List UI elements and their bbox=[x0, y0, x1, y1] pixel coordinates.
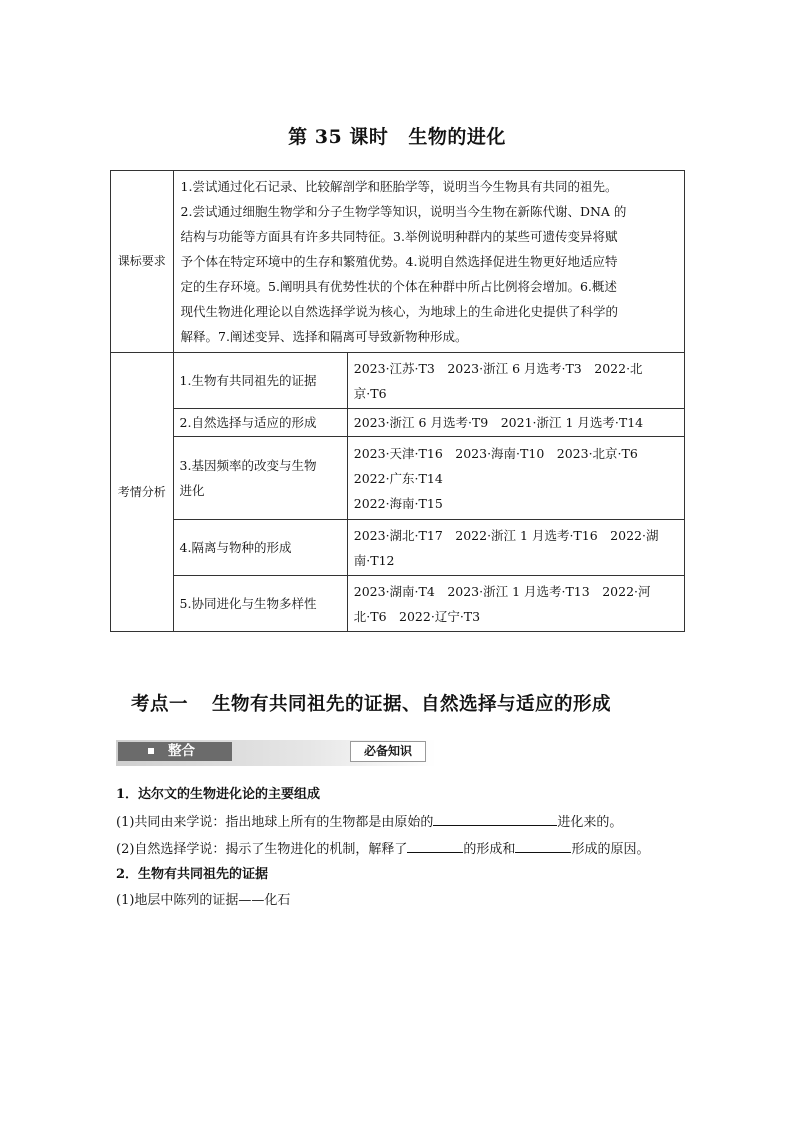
analysis-topic: 5.协同进化与生物多样性 bbox=[173, 576, 347, 632]
curriculum-requirements-label: 课标要求 bbox=[111, 171, 174, 353]
analysis-row bbox=[111, 353, 685, 409]
fill-blank[interactable] bbox=[433, 812, 557, 826]
section-number: 考点一 bbox=[131, 694, 189, 715]
analysis-topic: 4.隔离与物种的形成 bbox=[173, 520, 347, 576]
heading-1: 1．达尔文的生物进化论的主要组成 bbox=[116, 787, 321, 802]
banner-integration: 整合 bbox=[118, 742, 232, 761]
paragraph-1: (1)共同由来学说：指出地球上所有的生物都是由原始的 进化来的。 bbox=[116, 812, 622, 832]
analysis-row bbox=[111, 576, 685, 632]
requirements-table bbox=[110, 170, 685, 632]
analysis-row bbox=[111, 409, 685, 437]
curriculum-requirements-row bbox=[111, 171, 685, 353]
analysis-refs: 2023·天津·T16 2023·海南·T10 2023·北京·T6 2022·广东·T14 2022·海南·T15 bbox=[347, 437, 684, 520]
heading-2: 2．生物有共同祖先的证据 bbox=[116, 867, 269, 882]
analysis-refs: 2023·浙江 6 月选考·T9 2021·浙江 1 月选考·T14 bbox=[347, 409, 684, 437]
lesson-number: 第 35 课时 bbox=[288, 126, 389, 148]
analysis-topic: 1.生物有共同祖先的证据 bbox=[173, 353, 347, 409]
paragraph-3: (1)地层中陈列的证据——化石 bbox=[116, 893, 291, 908]
fill-blank[interactable] bbox=[407, 839, 463, 853]
analysis-row bbox=[111, 520, 685, 576]
knowledge-banner bbox=[116, 740, 436, 766]
page-title bbox=[0, 122, 794, 149]
exam-analysis-label: 考情分析 bbox=[111, 353, 174, 632]
analysis-refs: 2023·湖北·T17 2022·浙江 1 月选考·T16 2022·湖 南·T12 bbox=[347, 520, 684, 576]
analysis-refs: 2023·湖南·T4 2023·浙江 1 月选考·T13 2022·河 北·T6 2022·辽宁·T3 bbox=[347, 576, 684, 632]
analysis-refs: 2023·江苏·T3 2023·浙江 6 月选考·T3 2022·北 京·T6 bbox=[347, 353, 684, 409]
section-title: 生物有共同祖先的证据、自然选择与适应的形成 bbox=[212, 694, 612, 715]
section-heading bbox=[131, 690, 611, 716]
paragraph-2: (2)自然选择学说：揭示了生物进化的机制，解释了 的形成和 形成的原因。 bbox=[116, 839, 649, 859]
banner-tag: 必备知识 bbox=[350, 741, 426, 762]
analysis-row bbox=[111, 437, 685, 520]
fill-blank[interactable] bbox=[515, 839, 571, 853]
curriculum-requirements-text: 1.尝试通过化石记录、比较解剖学和胚胎学等，说明当今生物具有共同的祖先。 2.尝试通过细胞生物学和分子生物学等知识，说明当今生物在新陈代谢、DNA 的 结构与功能等方面具有许多共同特征。3.举例说明种群内的某些可遗传变异将赋 予个体在特定环境中的生存和繁殖优势。4.说明自然选择促进生物更好地适应特 定的生存环境。5.阐明具有优势性状的个体在种群中所占比例将会增加。6.概述 现代生物进化理论以自然选择学说为核心，为地球上的生命进化史提供了科学的 解释。7.阐述变异、选择和隔离可导致新物种形成。 bbox=[173, 171, 684, 353]
analysis-topic: 3.基因频率的改变与生物 进化 bbox=[173, 437, 347, 520]
square-bullet-icon bbox=[148, 748, 154, 754]
lesson-title: 生物的进化 bbox=[408, 126, 506, 148]
analysis-topic: 2.自然选择与适应的形成 bbox=[173, 409, 347, 437]
